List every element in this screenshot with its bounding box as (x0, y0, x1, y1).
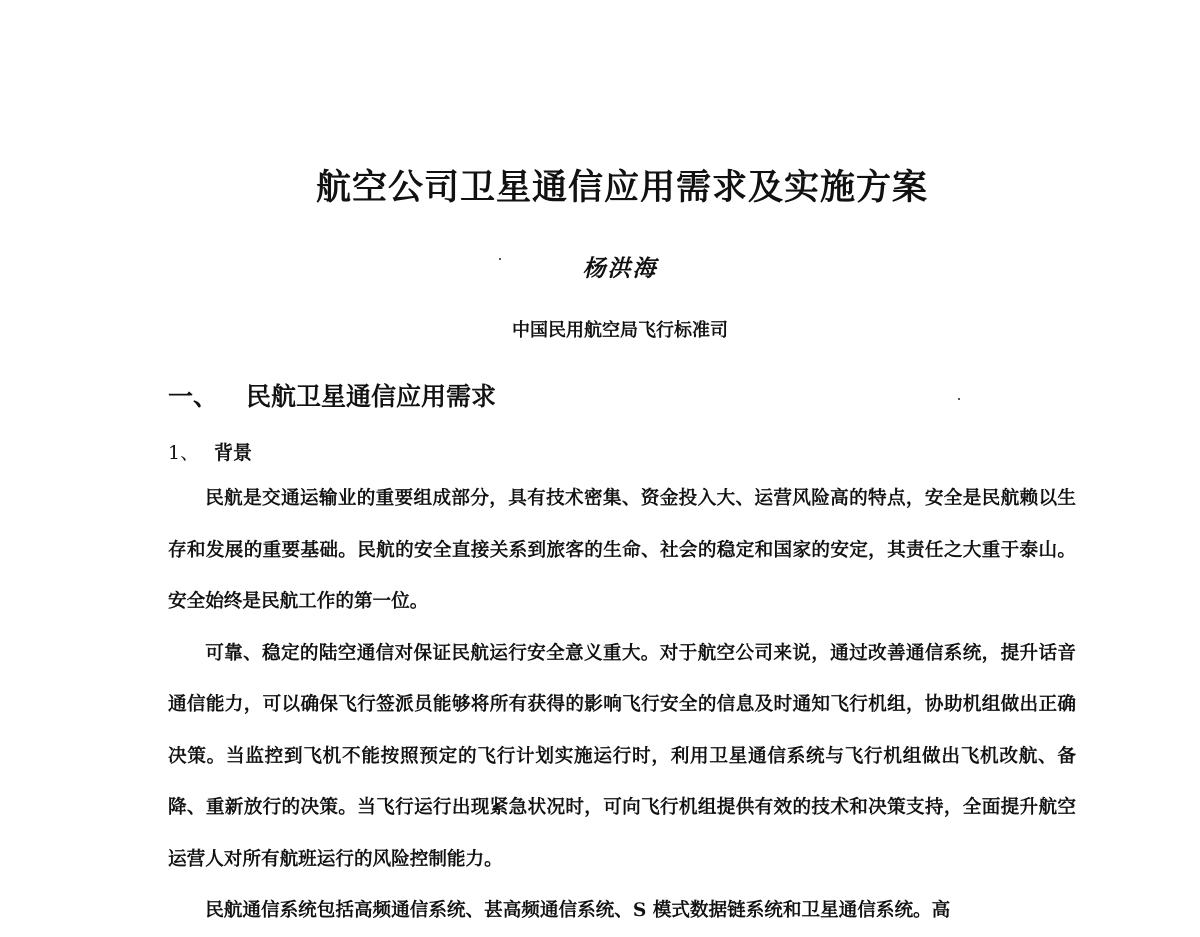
paragraph-safety: 民航是交通运输业的重要组成部分，具有技术密集、资金投入大、运营风险高的特点，安全是民航赖以生存和发展的重要基础。民航的安全直接关系到旅客的生命、社会的稳定和国家的安定，其责任之大重于泰山。安全始终是民航工作的第一位。 (168, 488, 1076, 612)
subsection-heading (168, 438, 252, 465)
author-name: 杨洪海 (582, 255, 658, 282)
subsection-number: 1、 (168, 442, 200, 464)
paper-title: 航空公司卫星通信应用需求及实施方案 (315, 168, 928, 208)
scan-speck (958, 398, 960, 400)
paragraph-systems: 民航通信系统包括高频通信系统、甚高频通信系统、S 模式数据链系统和卫星通信系统。高 (205, 900, 951, 921)
section-title: 民航卫星通信应用需求 (246, 382, 497, 411)
author-affiliation: 中国民用航空局飞行标准司 (512, 320, 728, 341)
section-heading (168, 377, 496, 413)
scan-speck (499, 258, 501, 260)
paragraph-communication: 可靠、稳定的陆空通信对保证民航运行安全意义重大。对于航空公司来说，通过改善通信系统，提升话音通信能力，可以确保飞行签派员能够将所有获得的影响飞行安全的信息及时通知飞行机组，协助机组做出正确决策。当监控到飞机不能按照预定的飞行计划实施运行时，利用卫星通信系统与飞行机组做出飞机改航、备降、重新放行的决策。当飞行运行出现紧急状况时，可向飞行机组提供有效的技术和决策支持，全面提升航空运营人对所有航班运行的风险控制能力。 (168, 642, 1076, 870)
section-number: 一、 (168, 382, 219, 411)
subsection-title: 背景 (214, 442, 253, 464)
body-text (168, 473, 1076, 937)
